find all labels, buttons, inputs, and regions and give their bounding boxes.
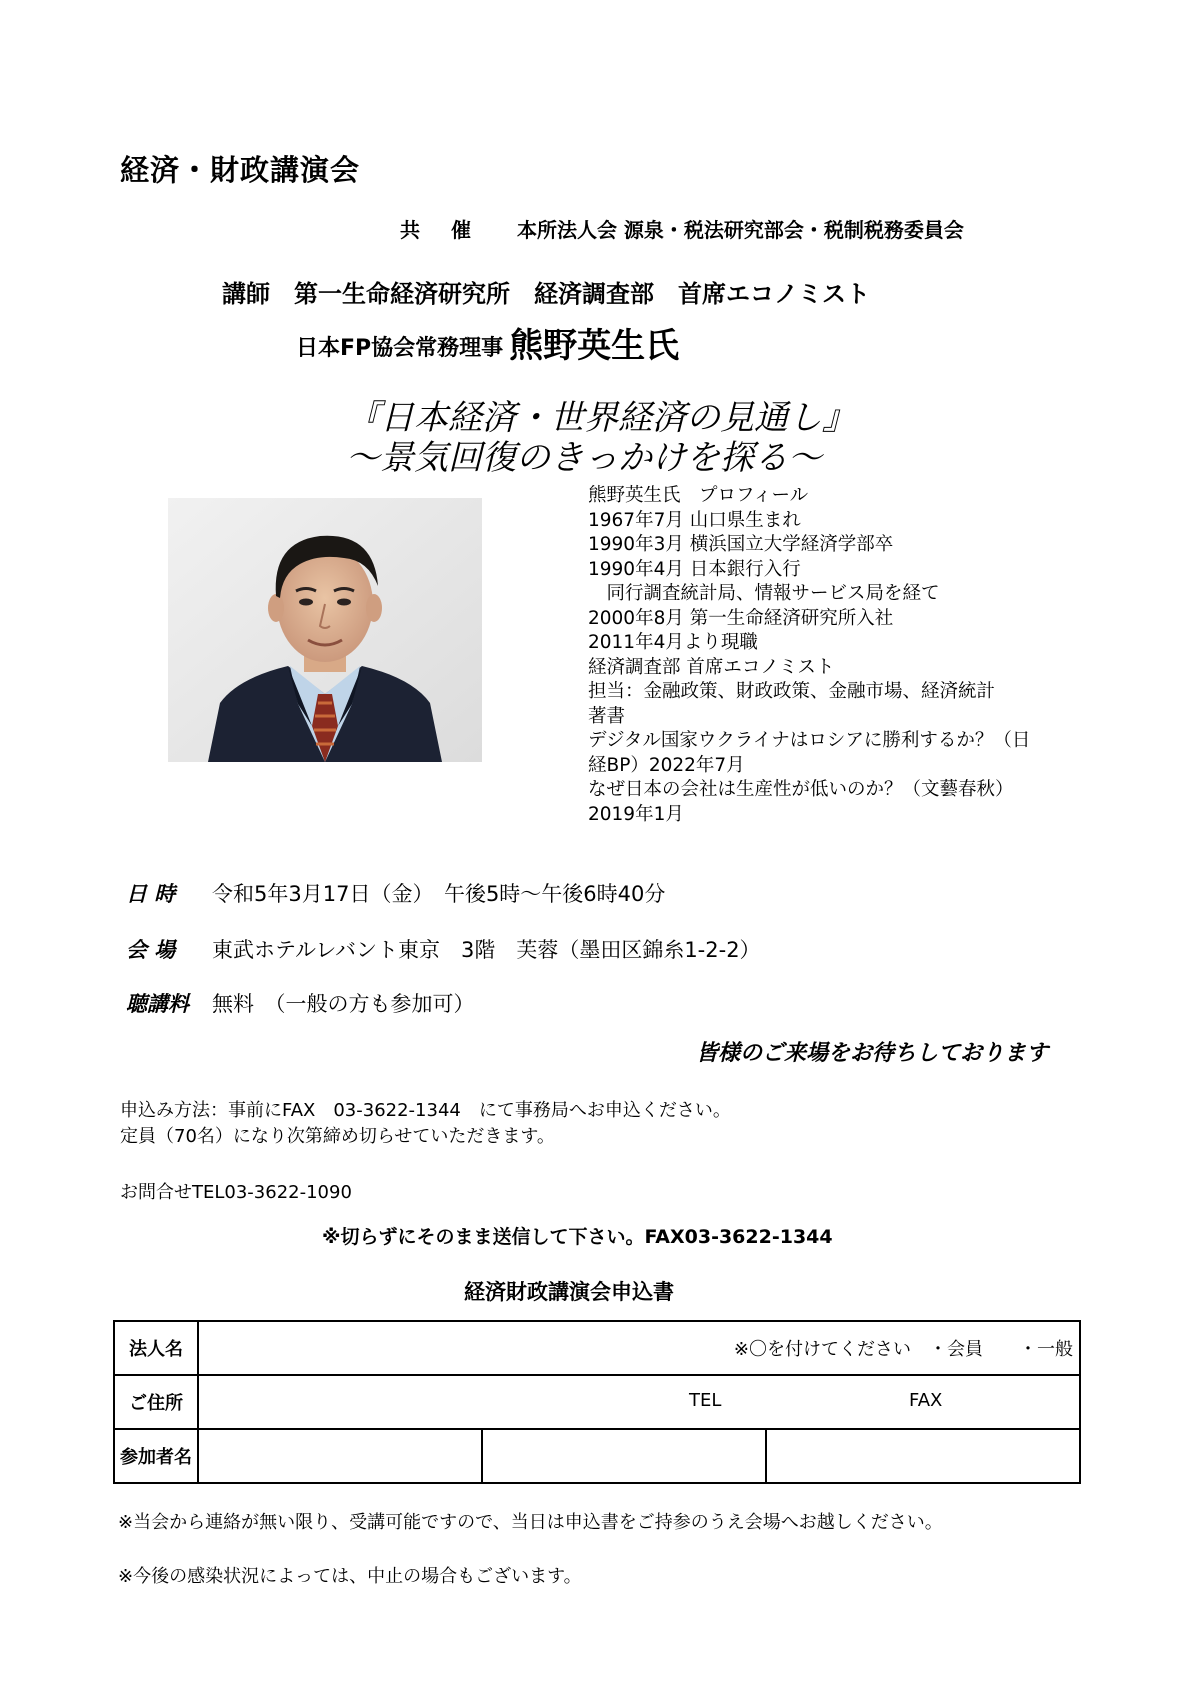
address-label: ご住所	[114, 1375, 198, 1429]
corp-name-label: 法人名	[114, 1321, 198, 1375]
profile-line: 1990年3月 横浜国立大学経済学部卒	[588, 534, 894, 555]
lecturer-affiliation: 日本FP協会常務理事	[296, 336, 504, 361]
speaker-photo	[168, 498, 482, 762]
participant-field-3[interactable]	[766, 1429, 1080, 1483]
application-method: 申込み方法：事前にFAX 03-3622-1344 にて事務局へお申込ください。	[120, 1100, 731, 1121]
lecturer-name: 熊野英生氏	[509, 326, 680, 366]
datetime-row	[126, 878, 665, 908]
participant-field-2[interactable]	[482, 1429, 766, 1483]
profile-line: 2011年4月より現職	[588, 632, 758, 653]
profile-line: 2000年8月 第一生命経済研究所入社	[588, 607, 894, 629]
application-form	[113, 1320, 1081, 1484]
lecturer-title: 講師 第一生命経済研究所 経済調査部 首席エコノミスト	[222, 280, 870, 308]
venue-value: 東武ホテルレバント東京 3階 芙蓉（墨田区錦糸1-2-2）	[212, 938, 761, 962]
profile-line: 同行調査統計局、情報サービス局を経て	[588, 583, 940, 604]
fee-row	[126, 988, 475, 1018]
profile-line: 熊野英生氏 プロフィール	[588, 485, 809, 506]
fee-label: 聴講料	[126, 992, 189, 1016]
profile-line: 2019年1月	[588, 803, 684, 825]
tel-label: TEL	[689, 1390, 722, 1411]
profile-line: デジタル国家ウクライナはロシアに勝利するか？（日	[588, 730, 1031, 751]
participant-label: 参加者名	[114, 1429, 198, 1483]
membership-note: ※〇を付けてください ・会員 ・一般	[733, 1339, 1073, 1360]
lecture-theme-title: 『日本経済・世界経済の見通し』	[346, 398, 856, 438]
attendance-note: ※当会から連絡が無い限り、受講可能ですので、当日は申込書をご持参のうえ会場へお越しください。	[118, 1512, 943, 1533]
profile-line: なぜ日本の会社は生産性が低いのか？（文藝春秋）	[588, 779, 1014, 800]
profile-line: 著書	[588, 705, 626, 727]
form-title: 経済財政講演会申込書	[464, 1280, 674, 1304]
lecturer-name-line	[296, 318, 679, 367]
host-value: 本所法人会 源泉・税法研究部会・税制税務委員会	[516, 218, 964, 242]
speaker-profile	[588, 484, 1030, 827]
corp-name-field[interactable]	[198, 1321, 1080, 1375]
datetime-value: 令和5年3月17日（金） 午後5時～午後6時40分	[212, 882, 666, 906]
participant-field-1[interactable]	[198, 1429, 482, 1483]
venue-label: 会 場	[126, 938, 176, 962]
host-label: 共 催	[400, 218, 483, 242]
profile-line: 1990年4月 日本銀行入行	[588, 558, 801, 580]
contact-tel: お問合せTEL03-3622-1090	[120, 1182, 352, 1203]
page-title: 経済・財政講演会	[120, 153, 361, 187]
profile-line: 担当：金融政策、財政政策、金融市場、経済統計	[588, 681, 996, 702]
address-field[interactable]	[198, 1375, 1080, 1429]
venue-row	[126, 934, 761, 964]
fax-label: FAX	[909, 1390, 943, 1411]
capacity-note: 定員（70名）になり次第締め切らせていただきます。	[120, 1126, 555, 1147]
lecture-theme-subtitle: ～景気回復のきっかけを探る～	[346, 438, 822, 478]
profile-line: 経BP）2022年7月	[588, 754, 745, 776]
fee-value: 無料 （一般の方も参加可）	[212, 992, 475, 1016]
cancellation-note: ※今後の感染状況によっては、中止の場合もございます。	[118, 1566, 582, 1587]
datetime-label: 日 時	[126, 882, 176, 906]
profile-line: 経済調査部 首席エコノミスト	[588, 656, 835, 678]
welcome-message: 皆様のご来場をお待ちしております	[696, 1041, 1049, 1066]
profile-line: 1967年7月 山口県生まれ	[588, 509, 801, 531]
host-line	[400, 214, 964, 243]
fax-send-instruction: ※切らずにそのまま送信して下さい。FAX03-3622-1344	[322, 1226, 833, 1248]
